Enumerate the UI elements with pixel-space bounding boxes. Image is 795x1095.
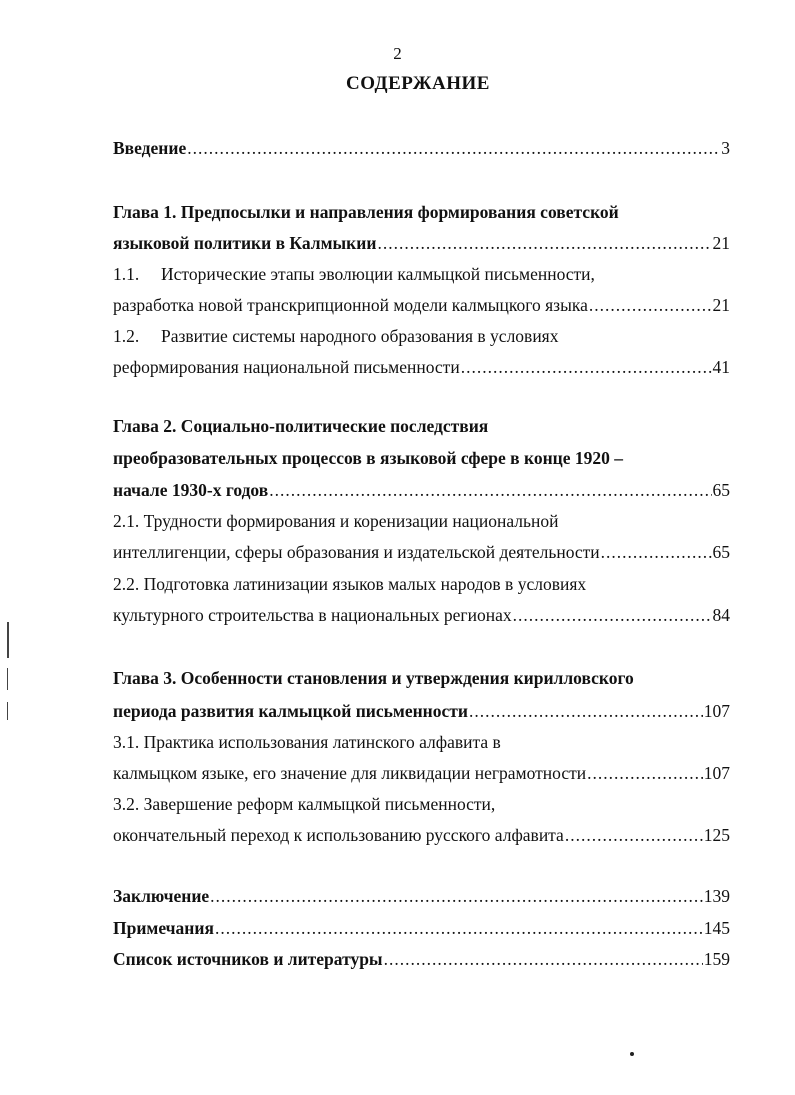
leader-dots — [215, 916, 703, 940]
section-1-2-line-1 — [113, 324, 558, 348]
toc-page-number: 159 — [703, 949, 730, 969]
section-title: Развитие системы народного образования в условиях — [161, 326, 559, 346]
section-number: 1.1. — [113, 264, 140, 284]
chapter-2-title-line-2: преобразовательных процессов в языковой сфере в конце 1920 – — [113, 448, 624, 468]
section-number: 1.2. — [113, 326, 140, 346]
toc-page-number: 41 — [712, 357, 730, 377]
toc-entry-label: Заключение — [113, 886, 210, 906]
toc-entry-section-3-1[interactable] — [113, 761, 730, 785]
scan-artifact-mark — [7, 702, 8, 720]
toc-entry-chapter-2[interactable] — [113, 478, 730, 502]
toc-entry-label: Примечания — [113, 918, 214, 938]
toc-page-number: 125 — [703, 825, 730, 845]
toc-page-number: 107 — [703, 701, 730, 721]
toc-entry-label: Введение — [113, 138, 187, 158]
toc-entry-section-3-2[interactable] — [113, 823, 730, 847]
toc-page-number: 21 — [712, 295, 730, 315]
section-3-2-line-1: 3.2. Завершение реформ калмыцкой письменности, — [113, 794, 496, 814]
leader-dots — [210, 884, 703, 908]
leader-dots — [384, 947, 703, 971]
chapter-3-title-line-1: Глава 3. Особенности становления и утверждения кирилловского — [113, 668, 634, 688]
toc-entry-label: начале 1930-х годов — [113, 480, 269, 500]
toc-entry-label: разработка новой транскрипционной модели калмыцкого языка — [113, 295, 588, 315]
leader-dots — [589, 293, 712, 317]
scan-artifact-mark — [7, 668, 8, 690]
toc-entry-sources[interactable] — [113, 947, 730, 971]
toc-entry-chapter-3[interactable] — [113, 699, 730, 723]
leader-dots — [269, 478, 711, 502]
toc-entry-notes[interactable] — [113, 916, 730, 940]
toc-page-number: 65 — [712, 542, 730, 562]
page-number: 2 — [393, 44, 402, 63]
section-2-2-line-1: 2.2. Подготовка латинизации языков малых народов в условиях — [113, 574, 587, 594]
toc-page-number: 107 — [703, 763, 730, 783]
leader-dots — [513, 603, 712, 627]
leader-dots — [377, 231, 711, 255]
section-3-1-line-1: 3.1. Практика использования латинского алфавита в — [113, 732, 501, 752]
toc-entry-label: языковой политики в Калмыкии — [113, 233, 377, 253]
toc-entry-label: окончательный переход к использованию русского алфавита — [113, 825, 564, 845]
toc-entry-section-2-1[interactable] — [113, 540, 730, 564]
toc-page-number: 139 — [703, 886, 730, 906]
toc-entry-section-1-2[interactable] — [113, 355, 730, 379]
toc-entry-label: Список источников и литературы — [113, 949, 383, 969]
leader-dots — [565, 823, 703, 847]
toc-entry-conclusion[interactable] — [113, 884, 730, 908]
scan-artifact-mark — [7, 622, 9, 658]
toc-title: СОДЕРЖАНИЕ — [346, 73, 490, 94]
leader-dots — [469, 699, 703, 723]
toc-page-number: 145 — [703, 918, 730, 938]
section-1-1-line-1 — [113, 262, 595, 286]
toc-entry-label: культурного строительства в национальных регионах — [113, 605, 512, 625]
toc-entry-chapter-1[interactable] — [113, 231, 730, 255]
leader-dots — [187, 136, 720, 160]
chapter-2-title-line-1: Глава 2. Социально-политические последствия — [113, 416, 489, 436]
leader-dots — [461, 355, 712, 379]
toc-entry-label: реформирования национальной письменности — [113, 357, 460, 377]
toc-entry-section-2-2[interactable] — [113, 603, 730, 627]
section-title: Исторические этапы эволюции калмыцкой письменности, — [161, 264, 595, 284]
leader-dots — [601, 540, 712, 564]
toc-entry-label: периода развития калмыцкой письменности — [113, 701, 468, 721]
toc-entry-label: калмыцком языке, его значение для ликвидации неграмотности — [113, 763, 587, 783]
toc-page-number: 21 — [712, 233, 730, 253]
scan-artifact-dot — [630, 1052, 634, 1056]
toc-page-number: 3 — [721, 138, 730, 158]
leader-dots — [587, 761, 703, 785]
toc-entry-section-1-1[interactable] — [113, 293, 730, 317]
chapter-1-title-line-1: Глава 1. Предпосылки и направления формирования советской — [113, 202, 619, 222]
toc-page-number: 84 — [712, 605, 730, 625]
toc-entry-label: интеллигенции, сферы образования и издательской деятельности — [113, 542, 600, 562]
section-2-1-line-1: 2.1. Трудности формирования и коренизации национальной — [113, 511, 559, 531]
toc-page-number: 65 — [712, 480, 730, 500]
toc-entry-intro[interactable] — [113, 136, 730, 160]
